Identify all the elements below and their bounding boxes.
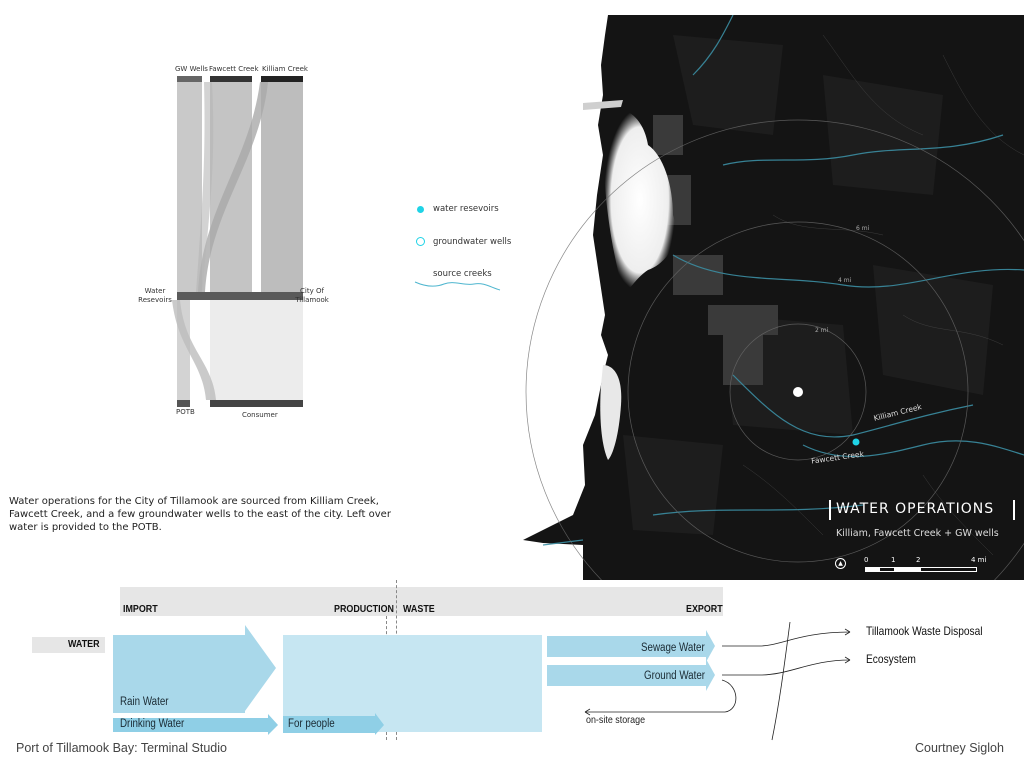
sankey-label-consumer: Consumer — [242, 411, 278, 419]
ring-label-6mi: 6 mi — [856, 225, 870, 232]
creek-label-killiam: Killiam Creek — [872, 402, 923, 423]
export-label-sewage: Sewage Water — [641, 642, 705, 654]
sankey-label-killiam-creek: Killiam Creek — [262, 65, 308, 73]
stage-waste: WASTE — [403, 603, 435, 615]
map-title: WATER OPERATIONS — [836, 501, 995, 517]
export-label-groundwater: Ground Water — [644, 670, 706, 682]
production-label-for-people: For people — [288, 718, 335, 730]
legend-label-creeks: source creeks — [433, 269, 492, 279]
sankey-label-city-of-tillamook: City Of Tillamook — [295, 287, 329, 304]
sankey-label-potb: POTB — [176, 408, 195, 416]
water-row-label: WATER — [68, 638, 100, 650]
stage-import: IMPORT — [123, 603, 158, 615]
legend-label-wells: groundwater wells — [433, 237, 512, 247]
import-label-rain-water: Rain Water — [120, 696, 169, 708]
ring-label-2mi: 2 mi — [815, 327, 829, 334]
scale-tick-4mi: 4 mi — [971, 556, 987, 564]
ring-label-4mi: 4 mi — [838, 277, 852, 284]
north-arrow-icon: ▲ — [835, 558, 846, 569]
scale-tick-0: 0 — [864, 556, 869, 564]
import-label-drinking-water: Drinking Water — [120, 718, 185, 730]
sankey-label-gw-wells: GW Wells — [175, 65, 208, 73]
sankey-label-fawcett-creek: Fawcett Creek — [209, 65, 259, 73]
stage-production: PRODUCTION — [334, 603, 395, 615]
creek-label-fawcett: Fawcett Creek — [810, 449, 865, 466]
footer-right: Courtney Sigloh — [915, 741, 1004, 755]
destination-waste-disposal: Tillamook Waste Disposal — [866, 624, 983, 638]
map-subtitle: Killiam, Fawcett Creek + GW wells — [836, 528, 999, 539]
footer-left: Port of Tillamook Bay: Terminal Studio — [16, 741, 227, 755]
scale-tick-2: 2 — [916, 556, 921, 564]
stage-export: EXPORT — [686, 603, 723, 615]
legend-label-reservoirs: water resevoirs — [433, 204, 499, 214]
storage-label: on-site storage — [586, 714, 646, 726]
description-text: Water operations for the City of Tillamook are sourced from Killiam Creek, Fawcett Creek, and a few groundwater wells to the east of the city. Left over water is provided to the POTB. — [9, 496, 391, 533]
scale-tick-1: 1 — [891, 556, 896, 564]
sankey-label-water-reservoirs: Water Resevoirs — [138, 287, 172, 304]
destination-ecosystem: Ecosystem — [866, 652, 916, 666]
